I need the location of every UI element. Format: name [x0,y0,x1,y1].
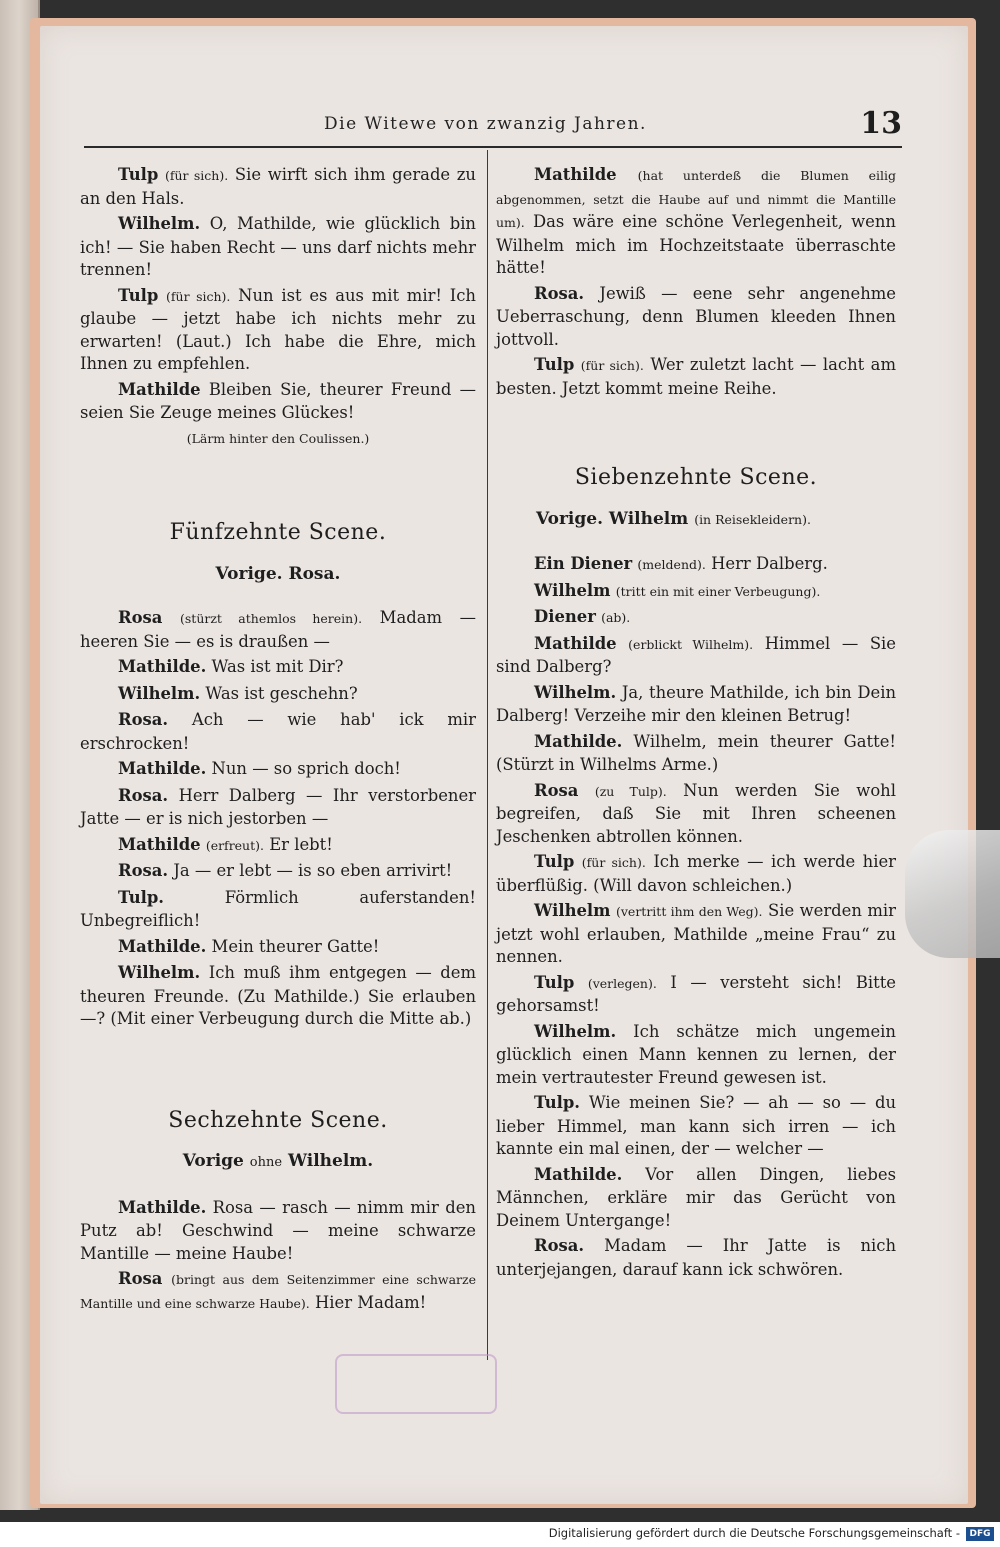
speech-text: Rosa — rasch — nimm mir den Putz ab! Geschwind — meine schwarze Mantille — meine Haube! [80,1197,476,1263]
speaker-name: Ein Diener [534,554,633,573]
speaker-name: Wilhelm [534,580,611,600]
speech-text: I — versteht sich! Bitte gehorsamst! [496,972,896,1015]
speaker-name: Mathilde [118,834,201,854]
dialogue-line [80,936,476,960]
dialogue-line [80,860,476,884]
dialogue-line [80,1197,476,1266]
speech-text: Förmlich auferstanden! Unbegreiflich! [80,887,476,930]
speech-text: Wer zuletzt lacht — lacht am besten. Jetzt kommt meine Reihe. [496,355,896,398]
cast-part: Vorige. Wilhelm [536,508,689,529]
dialogue-line [80,656,476,680]
dialogue-line [496,731,896,777]
dialogue-line [496,553,896,577]
dialogue-line [80,607,476,653]
dialogue-line [80,785,476,831]
dialogue-line [496,972,896,1018]
speech-text: Hier Madam! [315,1292,427,1312]
stage-direction: (für sich). [166,288,231,304]
speaker-name: Rosa. [118,710,169,729]
dialogue-line [80,834,476,858]
speech-text: Ich schätze mich ungemein glücklich einen Mann kennen zu lernen, der mein vertrautester Freund gewesen ist. [496,1021,896,1087]
speaker-name: Wilhelm. [534,682,617,702]
left-column [80,164,476,1318]
dialogue-line [496,900,896,969]
speaker-name: Tulp [118,285,159,305]
speaker-name: Mathilde [534,633,617,653]
speech-text: Das wäre eine schöne Verlegenheit, wenn Wilhelm mich im Hochzeitstaate überraschte hätte! [496,212,896,277]
speech-text: Madam — Ihr Jatte is nich unterjejangen, darauf kann ick schwören. [496,1236,896,1279]
stage-direction: (ab). [601,610,631,625]
dialogue-line [80,213,476,282]
speaker-name: Rosa. [534,283,585,303]
speech-text: Herr Dalberg — Ihr verstorbener Jatte — er is nich jestorben — [80,785,477,828]
dialogue-line [80,709,476,755]
scene-16-dialogue [80,1197,476,1316]
dialogue-line [496,1092,896,1161]
speech-text: Ja — er lebt — is so eben arrivirt! [173,861,453,880]
scene-15-dialogue [80,607,476,1031]
speech-text: Vor allen Dingen, liebes Männchen, erkläre mir das Gerücht von Deinem Untergange! [496,1164,896,1230]
speaker-name: Tulp. [118,887,165,907]
scene-cast-16 [80,1150,476,1175]
speaker-name: Wilhelm. [118,214,201,233]
dialogue-line [80,285,476,376]
dialogue-line [496,164,896,280]
cast-part: Vorige [182,1151,244,1171]
stage-direction: (erblickt Wilhelm). [628,636,754,652]
speech-text: Nun werden Sie wohl begreifen, daß Sie mit Ihren scheenen Jeschenken abtrollen können. [496,780,896,846]
running-title: Die Witewe von zwanzig Jahren. [324,114,647,134]
dialogue-line [496,1021,896,1090]
speech-text: Madam — heeren Sie — es is draußen — [80,608,477,651]
stage-direction: (für sich). [164,168,229,183]
stage-direction: (zu Tulp). [594,783,667,799]
dialogue-line [496,780,896,849]
speech-text: Er lebt! [269,834,333,854]
dialogue-line [496,682,896,728]
left-dialogue [80,164,476,425]
dialogue-line [496,1235,896,1281]
dialogue-line [80,683,476,707]
speech-text: Himmel — Sie sind Dalberg? [496,633,896,676]
dialogue-line [496,580,896,604]
speaker-name: Wilhelm. [534,1021,617,1041]
speaker-name: Tulp [534,972,575,992]
speaker-name: Rosa. [534,1236,585,1255]
right-dialogue [496,164,896,400]
speech-text: Wilhelm, mein theurer Gatte! (Stürzt in Wilhelms Arme.) [496,731,896,774]
right-column [496,164,896,1284]
stage-direction: (tritt ein mit einer Verbeugung). [615,583,821,599]
speech-text: Nun ist es aus mit mir! Ich glaube — jetzt habe ich nichts mehr zu erwarten! (Laut.) Ich habe die Ehre, mich Ihnen zu empfehlen. [80,285,476,373]
stage-direction: (für sich). [581,855,646,870]
speech-text: Sie werden mir jetzt wohl erlauben, Mathilde „meine Frau“ zu nennen. [496,901,897,966]
speaker-name: Rosa [534,780,579,800]
speech-text: Nun — so sprich doch! [211,759,401,778]
footer-credit: Digitalisierung gefördert durch die Deutsche Forschungsgemeinschaft - [548,1526,960,1540]
speech-text: Ach — wie hab' ick mir erschrocken! [80,710,476,753]
scene-title-15: Fünfzehnte Scene. [169,520,387,545]
stage-direction: (meldend). [637,557,706,572]
library-stamp [335,1354,497,1414]
column-divider [487,150,488,1360]
scene-17-dialogue [496,553,896,1281]
footer-bar [0,1522,1000,1547]
speaker-name: Mathilde. [534,1164,623,1184]
dfg-logo: DFG [966,1527,994,1541]
header-rule [84,146,902,148]
speech-text: Ich merke — ich werde hier überflüßig. (Will davon schleichen.) [496,852,896,895]
scene-cast-17 [496,508,896,532]
dialogue-line [80,887,476,933]
stage-direction: (stürzt athemlos herein). [180,611,363,626]
speaker-name: Tulp [534,852,575,871]
dialogue-line [496,1164,896,1233]
stage-direction: (verlegen). [587,975,657,991]
scene-title-17: Siebenzehnte Scene. [574,465,818,490]
speaker-name: Mathilde [118,379,201,399]
dialogue-line [496,606,896,630]
speaker-name: Tulp. [534,1093,581,1112]
speaker-name: Tulp [118,165,159,184]
scene-title-16: Sechzehnte Scene. [168,1107,388,1133]
dialogue-line [496,633,896,679]
speaker-name: Tulp [534,355,575,374]
speaker-name: Mathilde. [534,731,623,751]
speaker-name: Wilhelm. [118,683,201,703]
speaker-name: Wilhelm. [118,963,201,982]
speech-text: Mein theurer Gatte! [211,936,380,956]
cast-part: ohne [249,1155,283,1170]
stage-note: (Lärm hinter den Coulissen.) [186,430,370,446]
speech-text: Ich muß ihm entgegen — dem theuren Freunde. (Zu Mathilde.) Sie erlauben —? (Mit einer Verbeugung durch die Mitte ab.) [80,963,476,1028]
speaker-name: Mathilde [534,165,617,184]
dialogue-line [80,962,476,1031]
speaker-name: Mathilde. [118,759,207,778]
speech-text: Bleiben Sie, theurer Freund — seien Sie Zeuge meines Glückes! [80,379,476,422]
stage-direction: (hat unterdeß die Blumen eilig abgenommen, setzt die Haube auf und nimmt die Mantille um). [496,168,896,230]
speaker-name: Rosa. [118,861,169,880]
stage-direction: (für sich). [580,358,644,373]
speech-text: Ja, theure Mathilde, ich bin Dein Dalberg! Verzeihe mir den kleinen Betrug! [496,682,896,725]
scene-cast-15: Vorige. Rosa. [215,563,341,584]
cast-direction: (in Reisekleidern). [694,511,811,527]
stage-direction: (bringt aus dem Seitenzimmer eine schwarze Mantille und eine schwarze Haube). [80,1272,476,1311]
speech-text: Sie wirft sich ihm gerade zu an den Hals. [80,165,476,208]
speech-text: Was ist mit Dir? [211,657,344,676]
page-clip [905,830,1000,958]
dialogue-line [80,1268,476,1315]
stage-direction: (erfreut). [205,837,264,853]
stage-direction: (vertritt ihm den Weg). [615,904,763,919]
dialogue-line [80,758,476,782]
speaker-name: Wilhelm [534,901,611,920]
dialogue-line [496,283,896,352]
speaker-name: Diener [534,607,596,626]
speaker-name: Rosa [118,608,163,627]
speech-text: Was ist geschehn? [205,683,358,703]
cast-part: Wilhelm. [287,1151,374,1171]
speaker-name: Rosa [118,1269,163,1288]
page-header [92,106,902,144]
speaker-name: Mathilde. [118,936,207,956]
dialogue-line [80,164,476,210]
page-number: 13 [860,106,902,141]
dialogue-line [80,379,476,425]
speaker-name: Mathilde. [118,1197,207,1217]
speaker-name: Mathilde. [118,657,207,676]
speech-text: O, Mathilde, wie glücklich bin ich! — Sie haben Recht — uns darf nichts mehr trennen! [80,214,476,279]
dialogue-line [496,354,896,400]
speaker-name: Rosa. [118,785,169,805]
speech-text: Jewiß — eene sehr angenehme Ueberraschung, denn Blumen kleeden Ihnen jottvoll. [496,283,896,349]
speech-text: Wie meinen Sie? — ah — so — du lieber Himmel, man kann sich irren — ich kannte ein mal einen, der — welcher — [496,1093,896,1158]
dialogue-line [496,851,896,897]
speech-text: Herr Dalberg. [711,554,828,573]
